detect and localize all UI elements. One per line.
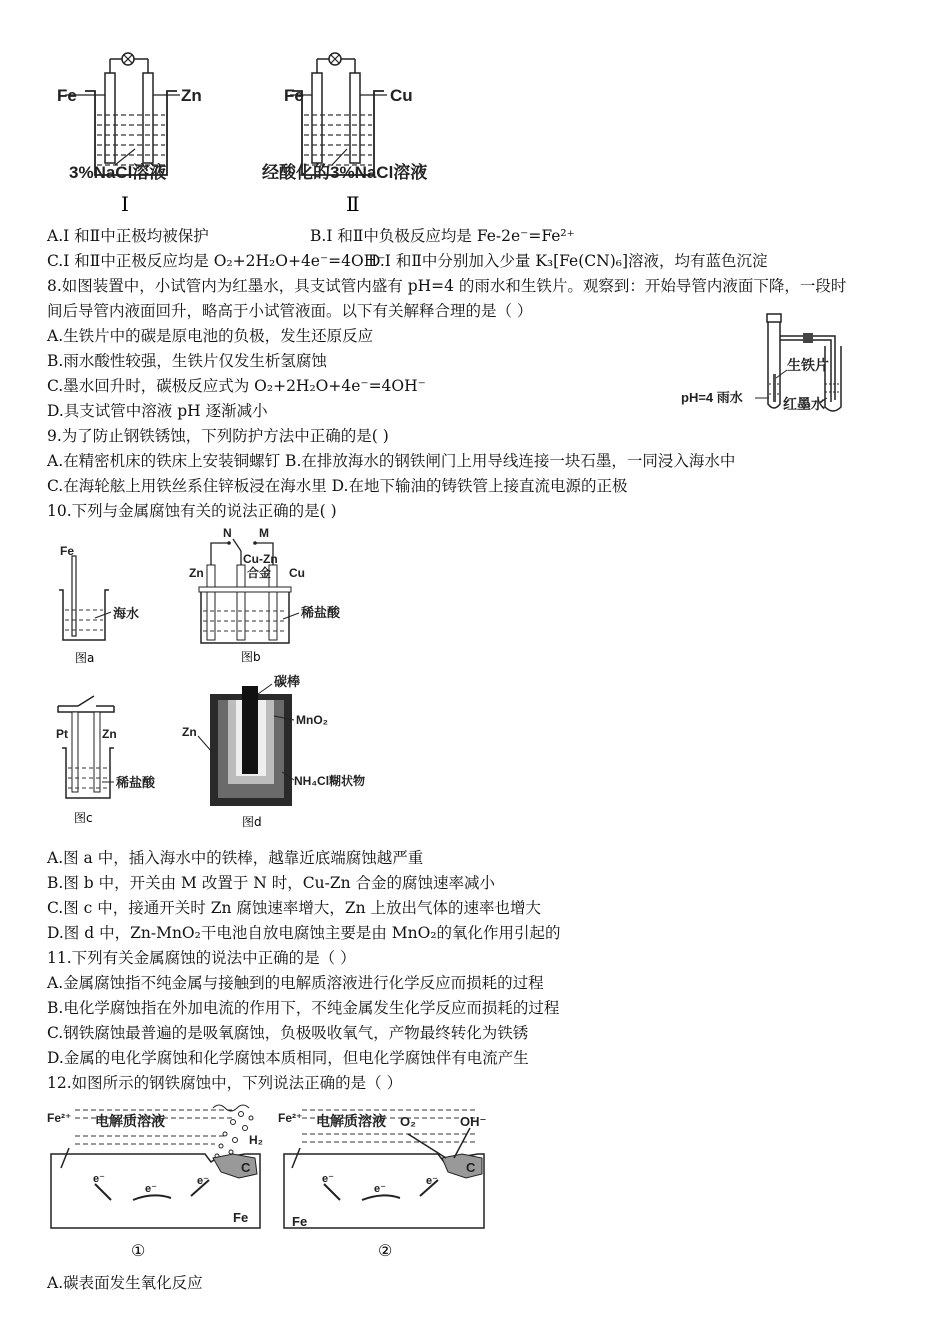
q7-option-b: B.I 和Ⅱ中负极反应均是 Fe-2e⁻=Fe²⁺ xyxy=(310,227,575,245)
q11-option-c: C.钢铁腐蚀最普遍的是吸氧腐蚀，负极吸收氧气，产物最终转化为铁锈 xyxy=(47,1024,529,1042)
q8-apparatus-diagram xyxy=(675,312,865,417)
anode-label: Fe xyxy=(284,86,304,105)
electron-label: e⁻ xyxy=(322,1173,334,1185)
electron-label: e⁻ xyxy=(197,1175,209,1187)
carbon-label: C xyxy=(466,1160,476,1175)
alloy-label: Cu-Zn xyxy=(243,552,278,566)
metal-label: Fe xyxy=(60,544,75,558)
gas-label: H₂ xyxy=(249,1133,263,1147)
cathode-label: Zn xyxy=(181,86,202,105)
figure-label: Ⅱ xyxy=(346,192,360,215)
q7-option-a: A.I 和Ⅱ中正极均被保护 xyxy=(47,227,209,245)
q10-option-b: B.图 b 中，开关由 M 改置于 N 时，Cu-Zn 合金的腐蚀速率减小 xyxy=(47,874,495,892)
q8-option-b: B.雨水酸性较强，生铁片仅发生析氢腐蚀 xyxy=(47,352,327,370)
solution-label: 3%NaCl溶液 xyxy=(69,163,167,182)
q9-options-ab: A.在精密机床的铁床上安装铜螺钉 B.在排放海水的钢铁闸门上用导线连接一块石墨，一同浸入海水中 xyxy=(47,452,736,470)
electron-label: e⁻ xyxy=(93,1173,105,1185)
zn-label: Zn xyxy=(189,566,204,580)
figure-label: Ⅰ xyxy=(121,192,129,215)
q10-figure-c xyxy=(50,690,170,830)
fe-label: Fe xyxy=(233,1210,249,1225)
liquid-label: 海水 xyxy=(113,606,140,621)
electron-label: e⁻ xyxy=(374,1183,386,1195)
q12-figure-1 xyxy=(45,1100,275,1265)
q8-stem-1: 8.如图装置中，小试管内为红墨水，具支试管内盛有 pH=4 的雨水和生铁片。观察到：开始导管内液面下降，一段时 xyxy=(47,277,847,295)
figure-number: ① xyxy=(131,1241,146,1260)
q7-option-c: C.I 和Ⅱ中正极反应均是 O₂+2H₂O+4e⁻=4OH⁻ xyxy=(47,252,386,270)
alloy-label-2: 合金 xyxy=(247,566,272,580)
fe-label: Fe xyxy=(292,1214,308,1229)
q12-figure-2 xyxy=(278,1100,493,1265)
caption: 图b xyxy=(241,650,261,664)
q7-option-d: D.I 和Ⅱ中分别加入少量 K₃[Fe(CN)₆]溶液，均有蓝色沉淀 xyxy=(368,252,768,270)
q11-stem: 11.下列有关金属腐蚀的说法中正确的是（ ） xyxy=(47,949,356,967)
q10-figure-b xyxy=(185,525,355,667)
q8-stem-2: 间后导管内液面回升，略高于小试管液面。以下有关解释合理的是（ ） xyxy=(47,302,533,320)
rod-label: 碳棒 xyxy=(274,674,301,689)
caption: 图c xyxy=(74,811,93,825)
cathode-label: Cu xyxy=(390,86,413,105)
cu-label: Cu xyxy=(289,566,305,580)
q11-option-b: B.电化学腐蚀指在外加电流的作用下，不纯金属发生化学反应而损耗的过程 xyxy=(47,999,560,1017)
n-label: N xyxy=(223,526,232,540)
caption: 图a xyxy=(75,651,95,665)
paste-label: NH₄Cl糊状物 xyxy=(294,774,366,788)
q11-option-d: D.金属的电化学腐蚀和化学腐蚀本质相同，但电化学腐蚀伴有电流产生 xyxy=(47,1049,529,1067)
m-label: M xyxy=(259,526,269,540)
solution-label: 电解质溶液 xyxy=(95,1113,165,1129)
q8-option-a: A.生铁片中的碳是原电池的负极，发生还原反应 xyxy=(47,327,374,345)
zn-label: Zn xyxy=(182,725,197,739)
anode-label: Fe xyxy=(57,86,77,105)
solution-label: 电解质溶液 xyxy=(316,1113,386,1129)
q10-figure-a xyxy=(55,540,155,665)
q12-option-a: A.碳表面发生氧化反应 xyxy=(47,1274,203,1292)
zn-label: Zn xyxy=(102,727,117,741)
carbon-label: C xyxy=(241,1160,251,1175)
q10-stem: 10.下列与金属腐蚀有关的说法正确的是( ) xyxy=(47,502,337,520)
q10-option-d: D.图 d 中，Zn-MnO₂干电池自放电腐蚀主要是由 MnO₂的氧化作用引起的 xyxy=(47,924,561,942)
q10-figure-d xyxy=(182,672,382,834)
oh-label: OH⁻ xyxy=(460,1114,487,1129)
q8-option-d: D.具支试管中溶液 pH 逐渐减小 xyxy=(47,402,268,420)
cell-diagram-I xyxy=(55,45,225,215)
electron-label: e⁻ xyxy=(145,1183,157,1195)
o2-label: O₂ xyxy=(400,1114,416,1129)
solution-label: 经酸化的3%NaCl溶液 xyxy=(262,163,428,182)
pt-label: Pt xyxy=(56,727,68,741)
q10-option-c: C.图 c 中，接通开关时 Zn 腐蚀速率增大，Zn 上放出气体的速率也增大 xyxy=(47,899,542,917)
caption: 图d xyxy=(242,815,262,829)
q12-stem: 12.如图所示的钢铁腐蚀中，下列说法正确的是（ ） xyxy=(47,1074,403,1092)
q9-stem: 9.为了防止钢铁锈蚀，下列防护方法中正确的是( ) xyxy=(47,427,389,445)
liquid-label: 稀盐酸 xyxy=(116,775,156,790)
iron-label: 生铁片 xyxy=(787,357,829,373)
q11-option-a: A.金属腐蚀指不纯金属与接触到的电解质溶液进行化学反应而损耗的过程 xyxy=(47,974,544,992)
cell-diagram-II xyxy=(262,45,472,215)
q10-option-a: A.图 a 中，插入海水中的铁棒，越靠近底端腐蚀越严重 xyxy=(47,849,424,867)
ion-label: Fe²⁺ xyxy=(278,1111,303,1125)
q8-option-c: C.墨水回升时，碳极反应式为 O₂+2H₂O+4e⁻=4OH⁻ xyxy=(47,377,426,395)
figure-number: ② xyxy=(378,1241,393,1260)
rain-label: pH=4 雨水 xyxy=(681,390,743,405)
q9-options-cd: C.在海轮舷上用铁丝系住锌板浸在海水里 D.在地下输油的铸铁管上接直流电源的正极 xyxy=(47,477,628,495)
electron-label: e⁻ xyxy=(426,1175,438,1187)
ion-label: Fe²⁺ xyxy=(47,1111,72,1125)
liquid-label: 稀盐酸 xyxy=(301,605,341,620)
ink-label: 红墨水 xyxy=(783,396,825,412)
mno2-label: MnO₂ xyxy=(296,713,328,727)
